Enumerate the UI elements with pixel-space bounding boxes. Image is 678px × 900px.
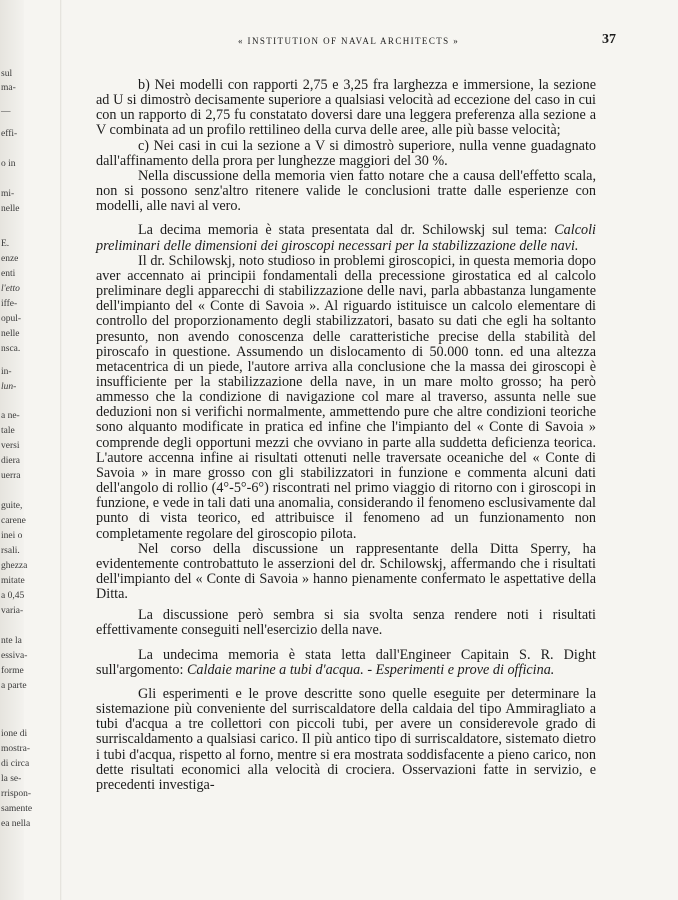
margin-fragment: nsca. <box>1 344 21 354</box>
margin-fragment: ghezza <box>1 561 28 571</box>
margin-fragment: o in <box>1 159 16 169</box>
paragraph: Nel corso della discussione un rappresentante della Ditta Sperry, ha evidentemente controbattuto le asserzioni del dr. Schilowskj, affermando che i risultati dell'impianto del « Conte di Savoia » hanno pienamente confermato le aspettative della Ditta. <box>96 540 596 603</box>
margin-fragment: nelle <box>1 204 20 214</box>
margin-fragment: mi- <box>1 189 15 199</box>
paragraph: Gli esperimenti e le prove descritte sono quelle eseguite per determinare la sistemazione più conveniente del surriscaldatore della caldaia del tipo Ammiragliato a tubi d'acqua a tre collettori con piccoli tubi, per avere un considerevole grado di surriscaldamento a qualsiasi carico. Il più antico tipo di surriscaldatore, sistemato dietro i tubi d'acqua, rispetto al forno, mentre si era mostrata soddisfacente a pieno carico, non dette risultati economici alla velocità di crociera. Osservazioni fatte in servizio, e precedenti investiga- <box>96 685 596 793</box>
margin-fragment: versi <box>1 441 20 451</box>
margin-fragment: tale <box>1 426 15 436</box>
paragraph: c) Nei casi in cui la sezione a V si dimostrò superiore, nulla venne guadagnato dall'affinamento della prora per lunghezze maggiori del 30 %. <box>96 137 596 169</box>
page-number: 37 <box>602 32 616 47</box>
running-head: « INSTITUTION OF NAVAL ARCHITECTS » <box>238 36 460 46</box>
paragraph: La decima memoria è stata presentata dal dr. Schilowskj sul tema: Calcoli preliminari delle dimensioni dei giroscopi necessari per la stabilizzazione delle navi. <box>96 222 596 254</box>
margin-fragment: rrispon- <box>1 789 32 799</box>
margin-fragment: rsali. <box>1 546 20 556</box>
paragraph: Il dr. Schilowskj, noto studioso in problemi giroscopici, in questa memoria dopo aver accennato ai principii fondamentali della precessione girostatica ed al calcolo preliminare degli apparecchi di stabilizzazione delle navi, parla abbastanza lungamente dell'impianto del « Conte di Savoia ». Al riguardo istituisce un calcolo elementare di controllo del proporzionamento degli stabilizzatori, basato su dati che egli ha soltanto presunto, non avendo conoscenza delle caratteristiche precise della stabilità del piroscafo in questione. Assumendo un dislocamento di 50.000 tonn. ed una altezza metacentrica di un piede, l'autore arriva alla conclusione che la massa dei giroscopi è insufficiente per la stabilizzazione della nave, in un mare molto grosso; ha però ammesso che la condizione di navigazione col mare al traverso, assunta nelle sue deduzioni non si verifichi normalmente, ammettendo pure che altre condizioni teoriche sono alquanto modificate in pratica ed infine che l'impianto del « Conte di Savoia » comprende degli opportuni mezzi che ovviano in parte alla suddetta deficienza teorica. L'autore accenna infine ai risultati ottenuti nelle traversate oceaniche del « Conte di Savoia » in mare grosso con gli stabilizzatori in funzione e commenta alcuni dati dell'angolo di rollio (4°-5°-6°) riscontrati nel primo viaggio di ritorno con i giroscopi in funzione, e vede in tali dati una anomalia, considerando il fenomeno esclusivamente dal punto di vista teorico, ed attribuisce il fenomeno ad un funzionamento non completamente regolare del giroscopio pilota. <box>96 252 596 542</box>
margin-fragment: a parte <box>1 681 27 691</box>
margin-fragment: carene <box>1 516 26 526</box>
margin-fragment: lun- <box>1 382 17 392</box>
margin-fragment: enze <box>1 254 19 264</box>
margin-fragment: nelle <box>1 329 20 339</box>
margin-fragment: a 0,45 <box>1 591 25 601</box>
margin-fragment: in- <box>1 367 12 377</box>
margin-fragment: varia- <box>1 606 24 616</box>
margin-fragment: nte la <box>1 636 22 646</box>
margin-fragment: ma- <box>1 83 16 93</box>
facing-page-edge <box>0 0 33 900</box>
margin-fragment: enti <box>1 269 16 279</box>
margin-fragment: diera <box>1 456 20 466</box>
margin-fragment: — <box>1 107 11 117</box>
margin-fragment: la se- <box>1 774 22 784</box>
page-gutter <box>60 0 62 900</box>
margin-fragment: samente <box>1 804 33 814</box>
margin-fragment: essiva- <box>1 651 28 661</box>
margin-fragment: mostra- <box>1 744 31 754</box>
margin-fragment: ea nella <box>1 819 31 829</box>
margin-fragment: iffe- <box>1 299 18 309</box>
margin-fragment: di circa <box>1 759 30 769</box>
margin-fragment: inei o <box>1 531 23 541</box>
margin-fragment: a ne- <box>1 411 20 421</box>
margin-fragment: mitate <box>1 576 25 586</box>
margin-fragment: forme <box>1 666 24 676</box>
margin-fragment: ione di <box>1 729 28 739</box>
paragraph: La discussione però sembra si sia svolta senza rendere noti i risultati effettivamente conseguiti nell'esercizio della nave. <box>96 607 596 639</box>
page-header <box>96 34 616 50</box>
paragraph: Nella discussione della memoria vien fatto notare che a causa dell'effetto scala, non si possono senz'altro ritenere valide le conclusioni tratte dalle esperienze con modelli, alle navi al vero. <box>96 167 596 215</box>
margin-fragment: E. <box>1 239 10 249</box>
margin-fragment: uerra <box>1 471 21 481</box>
paragraph: La undecima memoria è stata letta dall'Engineer Capitain S. R. Dight sull'argomento: Caldaie marine a tubi d'acqua. - Esperimenti e prove di officina. <box>96 646 596 678</box>
margin-fragment: opul- <box>1 314 22 324</box>
margin-fragment: sul <box>1 69 13 79</box>
margin-fragment: effi- <box>1 129 18 139</box>
margin-fragment: l'etto <box>1 284 20 294</box>
margin-fragment: guite, <box>1 501 23 511</box>
body-text <box>96 78 596 793</box>
paragraph: b) Nei modelli con rapporti 2,75 e 3,25 fra larghezza e immersione, la sezione ad U si dimostrò decisamente superiore a qualsiasi velocità ad eccezione del caso in cui con un rapporto di 2,75 fu constatato doversi dare una leggera preferenza alla sezione a V combinata ad un profilo rettilineo della curva delle aree, alle più basse velocità; <box>96 77 596 139</box>
